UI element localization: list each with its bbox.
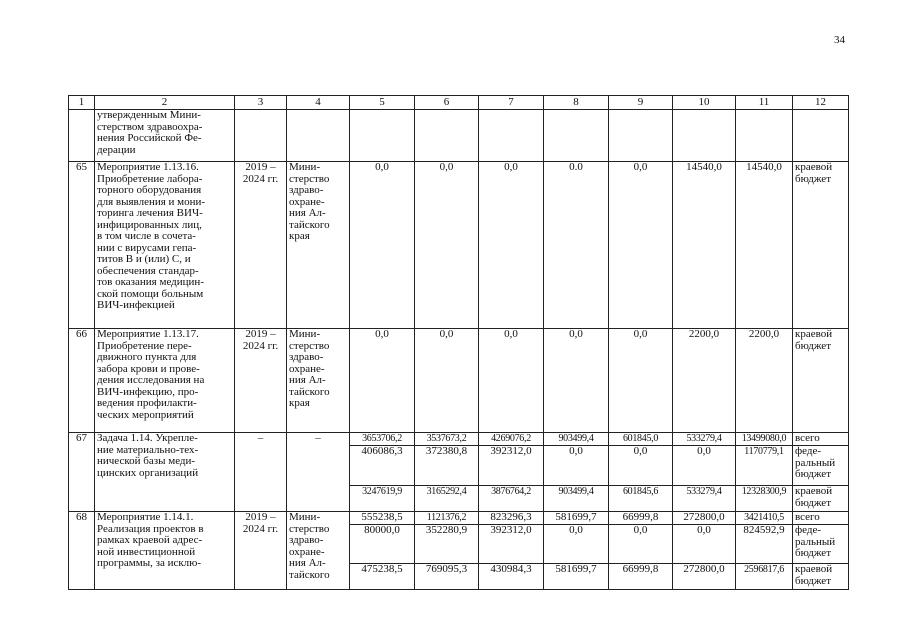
table-row	[69, 512, 849, 525]
table-row	[69, 110, 849, 162]
value-cell: 12328300,9	[736, 486, 793, 512]
funding-source: краевой бюджет	[793, 486, 849, 512]
value-cell: 0,0	[544, 525, 609, 564]
value-cell: 1121376,2	[415, 512, 479, 525]
value-cell: 823296,3	[479, 512, 544, 525]
row-executor: –	[287, 433, 350, 512]
value-cell: 0,0	[609, 329, 673, 433]
value-cell: 13499080,0	[736, 433, 793, 446]
row-number: 67	[69, 433, 95, 512]
value-cell: 0,0	[673, 525, 736, 564]
col-header: 5	[350, 96, 415, 110]
value-cell: 0,0	[415, 329, 479, 433]
value-cell: 3876764,2	[479, 486, 544, 512]
value-cell: 0,0	[479, 329, 544, 433]
value-cell: 372380,8	[415, 446, 479, 486]
value-cell: 581699,7	[544, 512, 609, 525]
row-period: 2019 – 2024 гг.	[235, 512, 287, 590]
value-cell: 392312,0	[479, 525, 544, 564]
value-cell: 0,0	[544, 329, 609, 433]
table-row	[69, 329, 849, 433]
value-cell: 0,0	[609, 162, 673, 329]
row-period: 2019 – 2024 гг.	[235, 329, 287, 433]
value-cell: 0,0	[350, 162, 415, 329]
value-cell: 406086,3	[350, 446, 415, 486]
value-cell: 0,0	[479, 162, 544, 329]
funding-source: всего	[793, 433, 849, 446]
value-cell: 0,0	[544, 446, 609, 486]
value-cell: 2200,0	[736, 329, 793, 433]
row-description: Мероприятие 1.13.17. Приобретение пере- движного пункта для забора крови и прове- дения исследования на ВИЧ-инфекцию, про- ведения профилакти- ческих мероприятий	[95, 329, 235, 433]
value-cell: 533279,4	[673, 433, 736, 446]
row-executor: Мини- стерство здраво- охране- ния Ал- тайского	[287, 512, 350, 590]
value-cell: 0,0	[350, 329, 415, 433]
col-header: 11	[736, 96, 793, 110]
row-description: Мероприятие 1.13.16. Приобретение лабора- торного оборудования для выявления и мони- торинга лечения ВИЧ- инфицированных лиц, в том числе в сочета- нии с вирусами гепа- титов В и (или) С, и обеспечения стандар- тов оказания медицин- ской помощи больным ВИЧ-инфекцией	[95, 162, 235, 329]
value-cell: 581699,7	[544, 564, 609, 590]
value-cell: 352280,9	[415, 525, 479, 564]
value-cell: 769095,3	[415, 564, 479, 590]
row-number: 68	[69, 512, 95, 590]
value-cell: 3653706,2	[350, 433, 415, 446]
value-cell: 903499,4	[544, 486, 609, 512]
value-cell: 533279,4	[673, 486, 736, 512]
value-cell: 272800,0	[673, 512, 736, 525]
col-header: 10	[673, 96, 736, 110]
page-number: 34	[834, 34, 845, 46]
col-header: 8	[544, 96, 609, 110]
value-cell: 0.0	[544, 162, 609, 329]
value-cell: 903499,4	[544, 433, 609, 446]
value-cell: 66999,8	[609, 564, 673, 590]
funding-source: краевой бюджет	[793, 329, 849, 433]
value-cell: 0,0	[673, 446, 736, 486]
program-activities-table	[68, 95, 849, 590]
row-executor: Мини- стерство здраво- охране- ния Ал- тайского края	[287, 162, 350, 329]
header-row	[69, 96, 849, 110]
col-header: 2	[95, 96, 235, 110]
value-cell: 14540,0	[673, 162, 736, 329]
value-cell: 3421410,5	[736, 512, 793, 525]
value-cell: 0,0	[609, 446, 673, 486]
value-cell: 0,0	[415, 162, 479, 329]
row-description: утвержденным Мини- стерством здравоохра- нения Российской Фе- дерации	[95, 110, 235, 162]
table-row	[69, 162, 849, 329]
row-number: 65	[69, 162, 95, 329]
funding-source: краевой бюджет	[793, 162, 849, 329]
value-cell: 66999,8	[609, 512, 673, 525]
value-cell: 824592,9	[736, 525, 793, 564]
value-cell: 392312,0	[479, 446, 544, 486]
value-cell: 3165292,4	[415, 486, 479, 512]
value-cell: 601845,6	[609, 486, 673, 512]
row-number: 66	[69, 329, 95, 433]
col-header: 1	[69, 96, 95, 110]
value-cell: 475238,5	[350, 564, 415, 590]
value-cell: 601845,0	[609, 433, 673, 446]
row-description: Задача 1.14. Укрепле- ние материально-тех- нической базы меди- цинских организаций	[95, 433, 235, 512]
col-header: 12	[793, 96, 849, 110]
value-cell: 2200,0	[673, 329, 736, 433]
row-period: –	[235, 433, 287, 512]
funding-source: феде- ральный бюджет	[793, 525, 849, 564]
row-description: Мероприятие 1.14.1. Реализация проектов в рамках краевой адрес- ной инвестиционной программы, за исклю-	[95, 512, 235, 590]
value-cell: 14540,0	[736, 162, 793, 329]
row-period: 2019 – 2024 гг.	[235, 162, 287, 329]
funding-source: краевой бюджет	[793, 564, 849, 590]
col-header: 7	[479, 96, 544, 110]
value-cell: 1170779,1	[736, 446, 793, 486]
value-cell: 3537673,2	[415, 433, 479, 446]
value-cell: 80000,0	[350, 525, 415, 564]
value-cell: 2596817,6	[736, 564, 793, 590]
funding-source: феде- ральный бюджет	[793, 446, 849, 486]
col-header: 3	[235, 96, 287, 110]
value-cell: 272800,0	[673, 564, 736, 590]
funding-source: всего	[793, 512, 849, 525]
value-cell: 4269076,2	[479, 433, 544, 446]
col-header: 6	[415, 96, 479, 110]
col-header: 9	[609, 96, 673, 110]
value-cell: 0,0	[609, 525, 673, 564]
value-cell: 430984,3	[479, 564, 544, 590]
table-row	[69, 433, 849, 446]
value-cell: 555238,5	[350, 512, 415, 525]
value-cell: 3247619,9	[350, 486, 415, 512]
row-executor: Мини- стерство здраво- охране- ния Ал- тайского края	[287, 329, 350, 433]
col-header: 4	[287, 96, 350, 110]
